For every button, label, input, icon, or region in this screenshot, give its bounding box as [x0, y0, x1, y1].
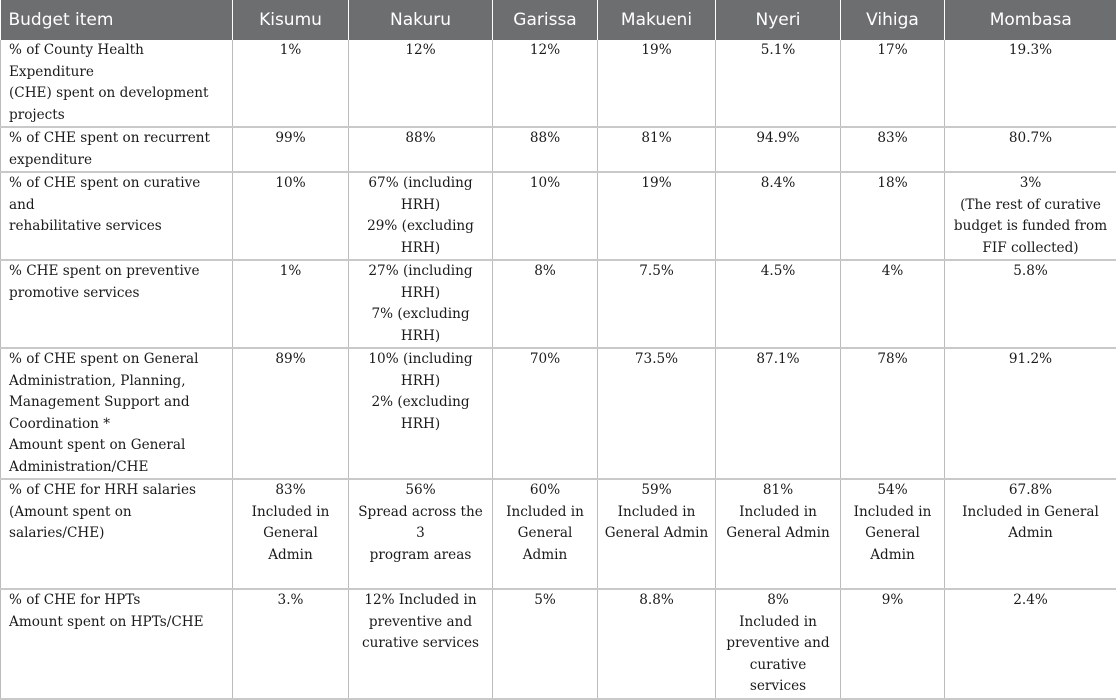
cell-vihiga: 83% [841, 127, 945, 172]
cell-kisumu: 10% [233, 172, 349, 260]
table-row [1, 40, 1116, 127]
header-garissa: Garissa [493, 0, 598, 40]
cell-nakuru: 27% (including HRH) 7% (excluding HRH) [349, 260, 493, 348]
cell-nakuru: 12% [349, 40, 493, 127]
cell-nyeri: 5.1% [716, 40, 841, 127]
cell-mombasa: 91.2% [945, 348, 1116, 479]
cell-nakuru: 88% [349, 127, 493, 172]
header-budget-item: Budget item [1, 0, 233, 40]
cell-nakuru: 56% Spread across the 3 program areas [349, 479, 493, 589]
cell-vihiga: 4% [841, 260, 945, 348]
cell-kisumu: 89% [233, 348, 349, 479]
cell-garissa: 10% [493, 172, 598, 260]
cell-mombasa: 67.8% Included in General Admin [945, 479, 1116, 589]
cell-garissa: 60% Included in General Admin [493, 479, 598, 589]
header-vihiga: Vihiga [841, 0, 945, 40]
cell-garissa: 70% [493, 348, 598, 479]
cell-nyeri: 4.5% [716, 260, 841, 348]
cell-kisumu: 1% [233, 40, 349, 127]
cell-makueni: 73.5% [598, 348, 716, 479]
cell-garissa: 8% [493, 260, 598, 348]
header-kisumu: Kisumu [233, 0, 349, 40]
cell-kisumu: 1% [233, 260, 349, 348]
header-nakuru: Nakuru [349, 0, 493, 40]
cell-makueni: 59% Included in General Admin [598, 479, 716, 589]
cell-mombasa: 3% (The rest of curative budget is funded from FIF collected) [945, 172, 1116, 260]
cell-vihiga: 18% [841, 172, 945, 260]
table-row [1, 348, 1116, 479]
cell-kisumu: 99% [233, 127, 349, 172]
row-label: % of CHE for HPTs Amount spent on HPTs/CHE [1, 589, 233, 699]
cell-nakuru: 10% (including HRH) 2% (excluding HRH) [349, 348, 493, 479]
cell-makueni: 19% [598, 40, 716, 127]
cell-garissa: 12% [493, 40, 598, 127]
cell-garissa: 5% [493, 589, 598, 699]
row-label: % of County Health Expenditure (CHE) spent on development projects [1, 40, 233, 127]
table-row [1, 127, 1116, 172]
cell-garissa: 88% [493, 127, 598, 172]
header-row [1, 0, 1116, 40]
row-label: % of CHE for HRH salaries (Amount spent on salaries/CHE) [1, 479, 233, 589]
table-row [1, 479, 1116, 589]
cell-vihiga: 17% [841, 40, 945, 127]
cell-mombasa: 5.8% [945, 260, 1116, 348]
cell-mombasa: 2.4% [945, 589, 1116, 699]
cell-vihiga: 9% [841, 589, 945, 699]
header-makueni: Makueni [598, 0, 716, 40]
cell-nyeri: 87.1% [716, 348, 841, 479]
header-nyeri: Nyeri [716, 0, 841, 40]
cell-makueni: 81% [598, 127, 716, 172]
cell-mombasa: 80.7% [945, 127, 1116, 172]
cell-nyeri: 8% Included in preventive and curative services [716, 589, 841, 699]
cell-nyeri: 81% Included in General Admin [716, 479, 841, 589]
table-row [1, 260, 1116, 348]
row-label: % of CHE spent on General Administration, Planning, Management Support and Coordination * Amount spent on General Administration/CHE [1, 348, 233, 479]
cell-makueni: 7.5% [598, 260, 716, 348]
cell-nakuru: 67% (including HRH) 29% (excluding HRH) [349, 172, 493, 260]
cell-vihiga: 54% Included in General Admin [841, 479, 945, 589]
row-label: % CHE spent on preventive promotive services [1, 260, 233, 348]
cell-vihiga: 78% [841, 348, 945, 479]
cell-mombasa: 19.3% [945, 40, 1116, 127]
cell-kisumu: 3.% [233, 589, 349, 699]
table-row [1, 589, 1116, 699]
cell-kisumu: 83% Included in General Admin [233, 479, 349, 589]
cell-makueni: 19% [598, 172, 716, 260]
table-row [1, 172, 1116, 260]
header-mombasa: Mombasa [945, 0, 1116, 40]
row-label: % of CHE spent on recurrent expenditure [1, 127, 233, 172]
cell-makueni: 8.8% [598, 589, 716, 699]
cell-nyeri: 94.9% [716, 127, 841, 172]
cell-nyeri: 8.4% [716, 172, 841, 260]
row-label: % of CHE spent on curative and rehabilitative services [1, 172, 233, 260]
cell-nakuru: 12% Included in preventive and curative services [349, 589, 493, 699]
